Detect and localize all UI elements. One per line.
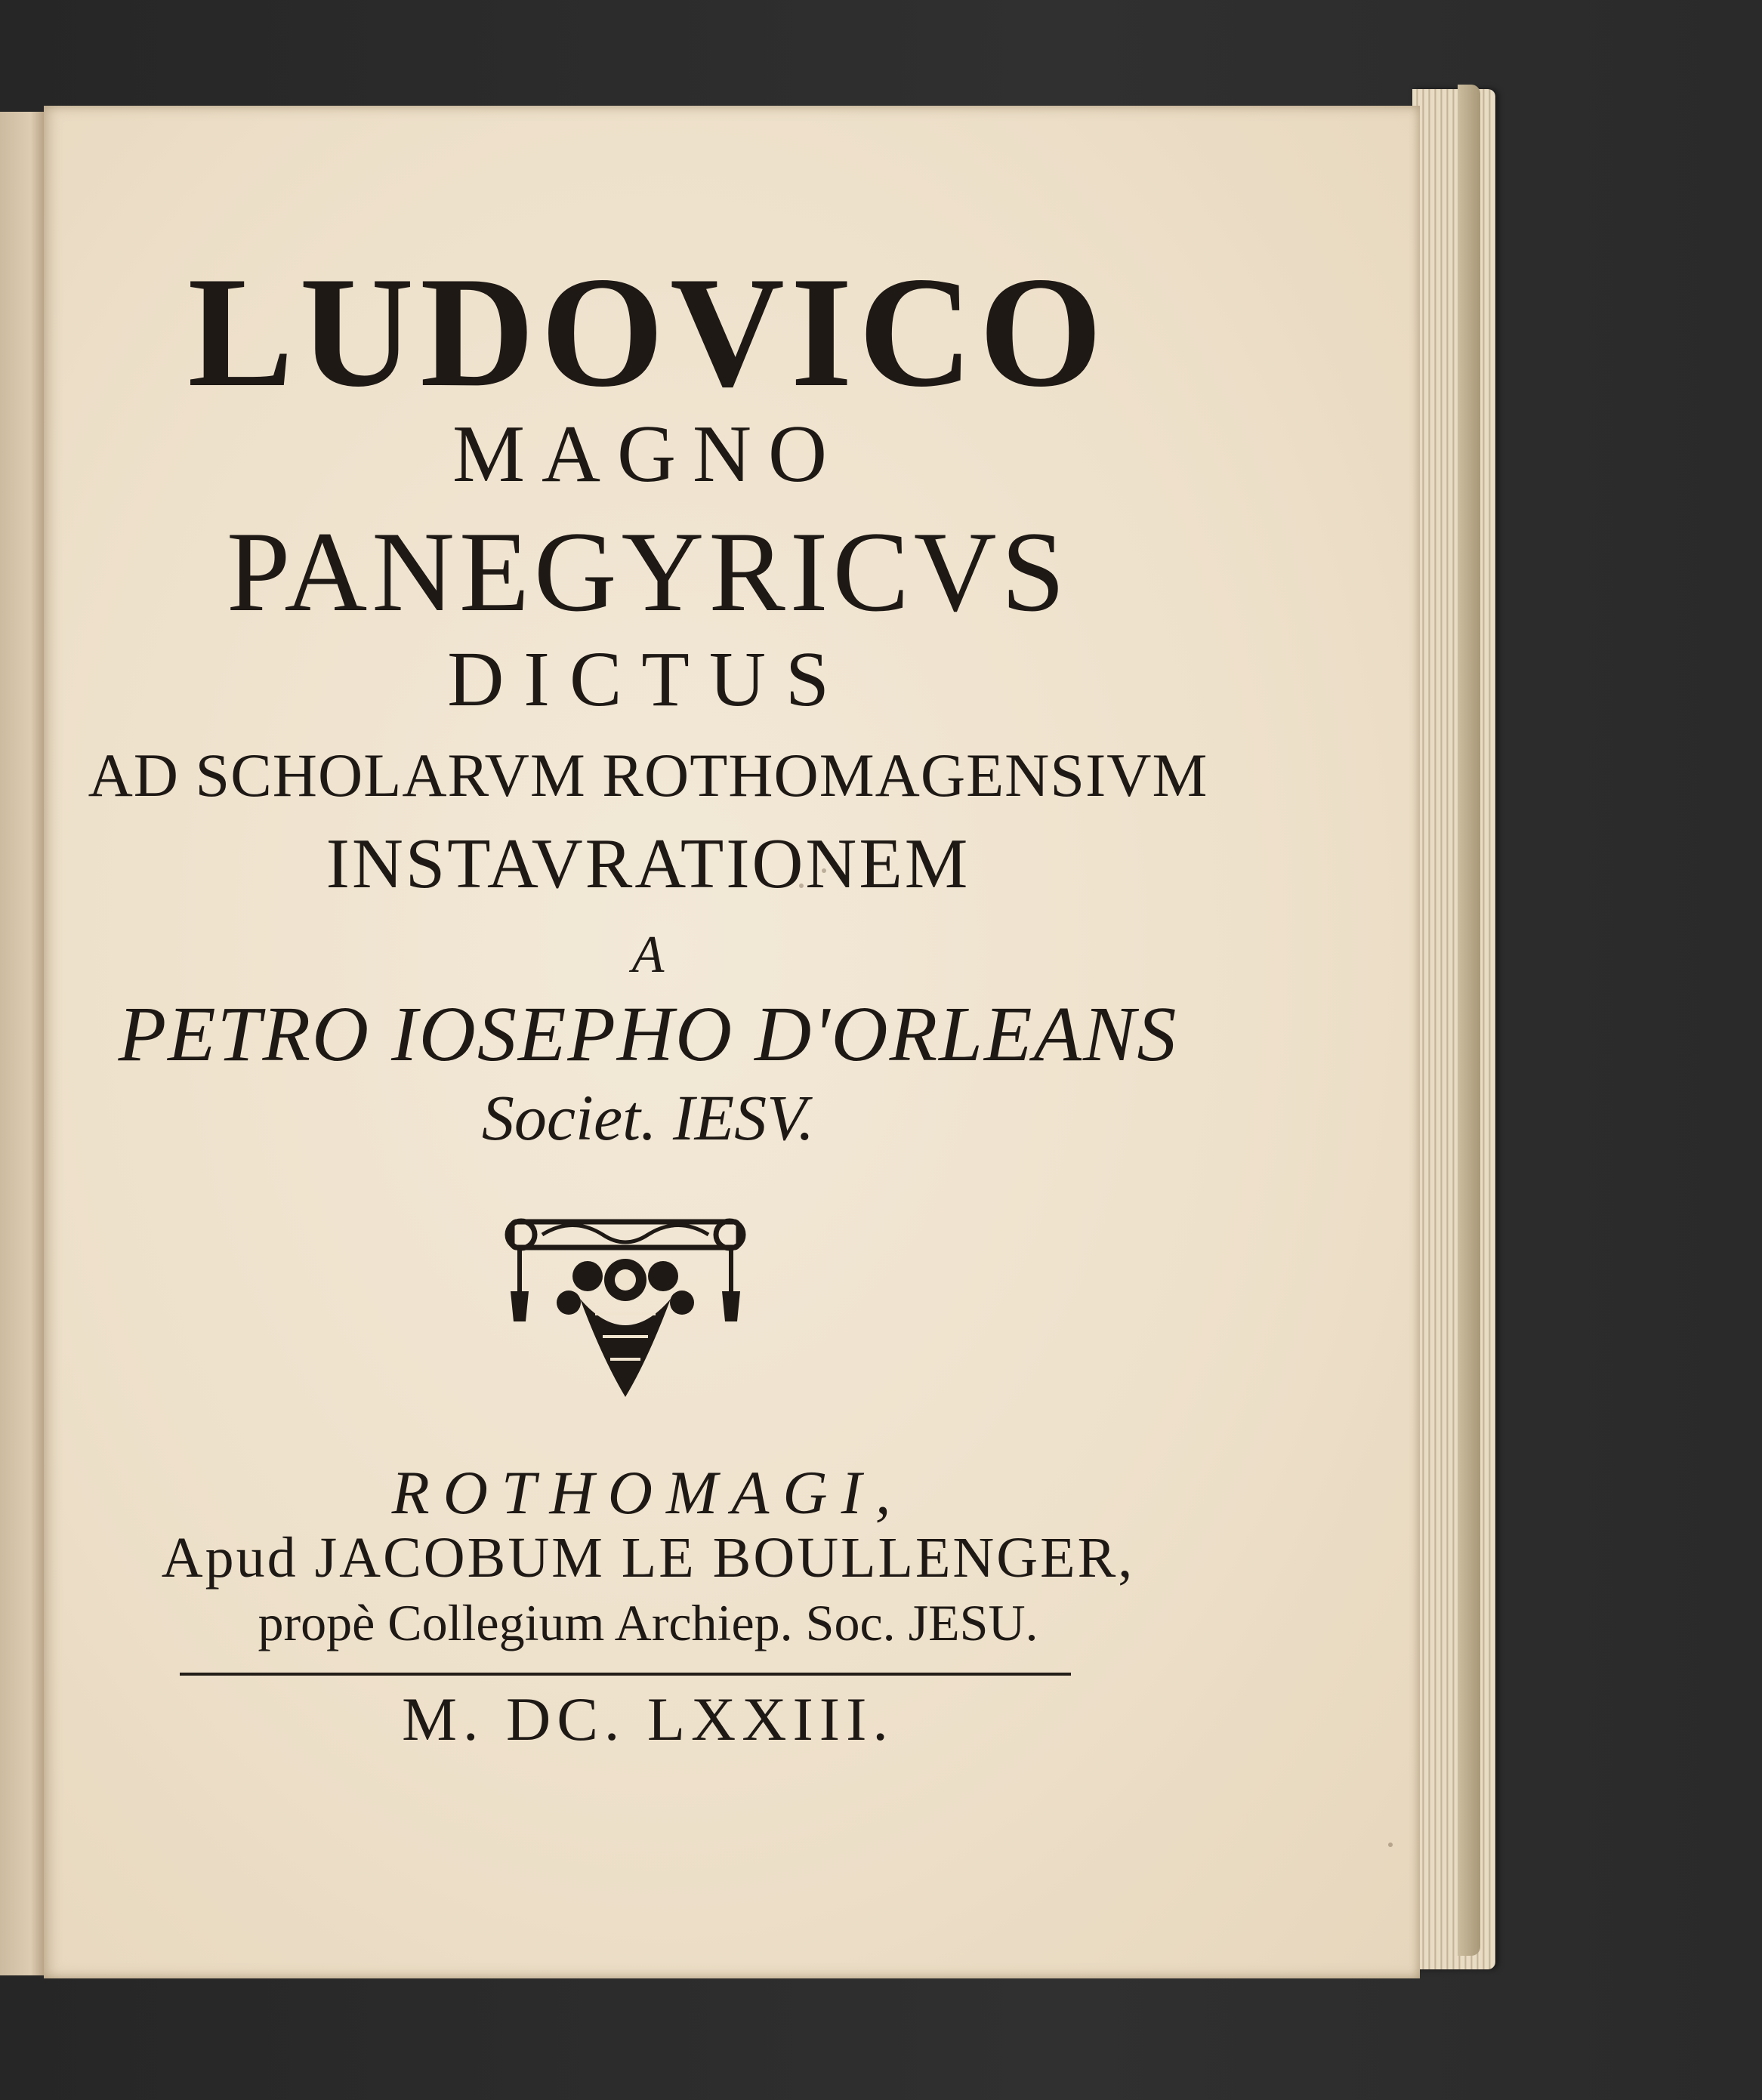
author-society: Societ. IESV. — [481, 1081, 815, 1154]
imprint-location: propè Collegium Archiep. Soc. JESU. — [258, 1594, 1038, 1651]
paper-speck — [1388, 1843, 1393, 1847]
page-edges-stack — [1412, 89, 1495, 1969]
author-name: PETRO IOSEPHO D'ORLEANS — [118, 991, 1178, 1078]
left-page-edge — [0, 112, 46, 1975]
paper-speck — [822, 868, 826, 873]
book-title: LUDOVICO — [187, 245, 1109, 420]
subtitle-panegyricus: PANEGYRICVS — [226, 508, 1070, 635]
imprint-date: M. DC. LXXIII. — [402, 1685, 894, 1753]
imprint-printer: Apud JACOBUM LE BOULLENGER, — [161, 1526, 1135, 1590]
dedication-line: AD SCHOLARVM ROTHOMAGENSIVM — [88, 741, 1208, 809]
horizontal-rule — [180, 1673, 1071, 1676]
by-line: A — [631, 926, 665, 984]
title-page — [44, 106, 1420, 1978]
book-cover-edge — [1458, 85, 1480, 1956]
subtitle-dictus: DICTUS — [447, 636, 849, 723]
imprint-place: ROTHOMAGI, — [391, 1458, 905, 1527]
paper-speck — [799, 883, 804, 888]
floral-vignette-icon — [497, 1208, 754, 1405]
dedication-line-2: INSTAVRATIONEM — [326, 825, 970, 903]
subtitle-magno: MAGNO — [452, 409, 844, 499]
